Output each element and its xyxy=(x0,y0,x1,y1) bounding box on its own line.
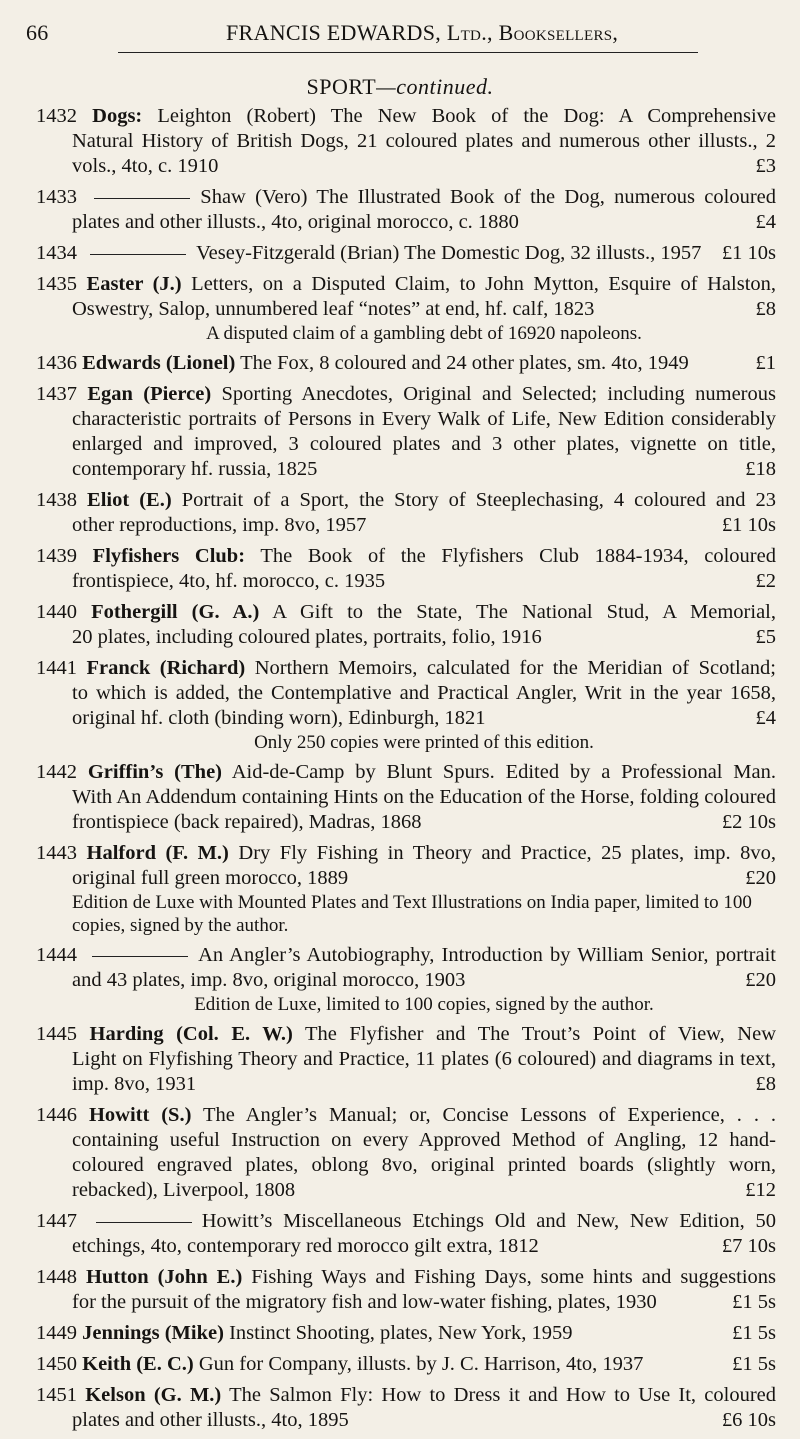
entry-description: Fishing Ways and Fishing Days, some hints and suggestions xyxy=(251,1266,776,1288)
catalogue-entry xyxy=(36,1209,776,1259)
catalogue-entry xyxy=(36,104,776,179)
entry-author: Jennings (Mike) xyxy=(82,1322,224,1344)
lot-number: 1441 xyxy=(36,657,77,679)
catalogue-entry xyxy=(36,382,776,482)
entry-description-cont: plates and other illusts., 4to, 1895 xyxy=(72,1409,349,1431)
entry-price: £5 xyxy=(755,626,776,648)
entry-description: Northern Memoirs, calculated for the Meridian of Scotland; xyxy=(254,657,776,679)
ditto-rule xyxy=(90,254,186,255)
entry-price: £1 10s xyxy=(721,514,776,536)
entry-description-cont: Light on Flyfishing Theory and Practice, 11 plates (6 coloured) and diagrams in text, imp. 8vo, 1931 xyxy=(72,1048,776,1095)
catalogue-entry xyxy=(36,1103,776,1203)
entry-description-cont: and 43 plates, imp. 8vo, original morocco, 1903 xyxy=(72,969,466,991)
page-number: 66 xyxy=(26,20,49,45)
entry-price: £4 xyxy=(755,707,776,729)
entry-description: The Fox, 8 coloured and 24 other plates, sm. 4to, 1949 xyxy=(240,352,689,374)
lot-number: 1437 xyxy=(36,383,77,405)
entry-author: Dogs: xyxy=(92,105,143,127)
entry-description: The Book of the Flyfishers Club 1884-1934, coloured xyxy=(260,545,776,567)
entry-description: The Flyfisher and The Trout’s Point of View, New xyxy=(305,1023,776,1045)
entry-description: Leighton (Robert) The New Book of the Dog: A Comprehensive xyxy=(157,105,776,127)
entry-description: Instinct Shooting, plates, New York, 1959 xyxy=(229,1322,573,1344)
entry-price: £20 xyxy=(745,969,776,991)
lot-number: 1443 xyxy=(36,842,77,864)
entry-continuation xyxy=(36,625,776,650)
entry-author: Griffin’s (The) xyxy=(87,761,223,783)
entry-description: The Angler’s Manual; or, Concise Lessons of Experience, . . . xyxy=(202,1104,776,1126)
lot-number: 1439 xyxy=(36,545,77,567)
catalogue-entry xyxy=(36,760,776,835)
entry-description: Aid-de-Camp by Blunt Spurs. Edited by a Professional Man. xyxy=(231,761,776,783)
entry-description-cont: characteristic portraits of Persons in Every Walk of Life, New Edition considerably enlarged and improved, 3 coloured plates and 3 other plates, vignette on title, contemporary hf. russia, 1825 xyxy=(72,408,776,480)
entry-description-cont: Natural History of British Dogs, 21 coloured plates and numerous other illusts., 2 vols., 4to, c. 1910 xyxy=(72,130,776,177)
entry-continuation xyxy=(36,569,776,594)
entry-description-cont: plates and other illusts., 4to, original morocco, c. 1880 xyxy=(72,211,519,233)
entry-price: £20 xyxy=(745,867,776,889)
lot-number: 1445 xyxy=(36,1023,77,1045)
lot-number: 1432 xyxy=(36,105,77,127)
entry-description-cont: Oswestry, Salop, unnumbered leaf “notes” at end, hf. calf, 1823 xyxy=(72,298,595,320)
entry-description: Gun for Company, illusts. by J. C. Harrison, 4to, 1937 xyxy=(198,1353,644,1375)
entry-continuation xyxy=(36,210,776,235)
section-title: SPORT xyxy=(306,74,377,99)
entry-description: Portrait of a Sport, the Story of Steeplechasing, 4 coloured and 23 xyxy=(181,489,776,511)
entry-author: Eliot (E.) xyxy=(87,489,172,511)
entry-note: Only 250 copies were printed of this edition. xyxy=(254,732,594,753)
entry-description: Vesey-Fitzgerald (Brian) The Domestic Dog, 32 illusts., 1957 xyxy=(196,242,702,264)
entry-description-cont: for the pursuit of the migratory fish and low-water fishing, plates, 1930 xyxy=(72,1291,657,1313)
catalogue-entry xyxy=(36,488,776,538)
entry-author: Kelson (G. M.) xyxy=(85,1384,222,1406)
entry-continuation xyxy=(36,297,776,322)
entry-author: Flyfishers Club: xyxy=(92,545,246,567)
entry-price: £4 xyxy=(755,211,776,233)
lot-number: 1451 xyxy=(36,1384,77,1406)
lot-number: 1440 xyxy=(36,601,77,623)
entry-continuation xyxy=(36,129,776,179)
entry-continuation xyxy=(36,1408,776,1433)
entry-description: Dry Fly Fishing in Theory and Practice, 25 plates, imp. 8vo, xyxy=(238,842,776,864)
entry-continuation xyxy=(36,785,776,835)
entry-price: £2 10s xyxy=(721,811,776,833)
firm-name: FRANCIS EDWARDS, Ltd., Booksellers, xyxy=(226,20,619,45)
entry-continuation xyxy=(36,1234,776,1259)
catalogue-entry xyxy=(36,1022,776,1097)
entry-continuation xyxy=(36,1047,776,1097)
running-head xyxy=(26,20,774,48)
lot-number: 1449 xyxy=(36,1322,77,1344)
entry-price: £1 5s xyxy=(732,1353,776,1375)
entry-price: £1 5s xyxy=(732,1322,776,1344)
lot-number: 1444 xyxy=(36,944,77,966)
catalogue-entry xyxy=(36,1321,776,1346)
entry-author: Franck (Richard) xyxy=(86,657,246,679)
catalogue-entry xyxy=(36,1383,776,1433)
entry-description: A Gift to the State, The National Stud, A Memorial, xyxy=(272,601,776,623)
entry-price: £6 10s xyxy=(721,1409,776,1431)
catalogue-entry xyxy=(36,841,776,937)
entry-description-cont: containing useful Instruction on every Approved Method of Angling, 12 hand-coloured engraved plates, oblong 8vo, original printed boards (slightly worn, rebacked), Liverpool, 1808 xyxy=(72,1129,776,1201)
lot-number: 1446 xyxy=(36,1104,77,1126)
entry-continuation xyxy=(36,968,776,993)
catalogue-entry xyxy=(36,185,776,235)
entry-description-cont: other reproductions, imp. 8vo, 1957 xyxy=(72,514,367,536)
entry-author: Keith (E. C.) xyxy=(82,1353,194,1375)
entry-price: £3 xyxy=(755,155,776,177)
lot-number: 1450 xyxy=(36,1353,77,1375)
entry-author: Egan (Pierce) xyxy=(87,383,212,405)
ditto-rule xyxy=(92,956,188,957)
lot-number: 1448 xyxy=(36,1266,77,1288)
entry-continuation xyxy=(36,513,776,538)
section-heading xyxy=(0,74,800,100)
entry-note: A disputed claim of a gambling debt of 16920 napoleons. xyxy=(206,323,642,344)
entry-description: An Angler’s Autobiography, Introduction by William Senior, portrait xyxy=(198,944,776,966)
entry-description-cont: With An Addendum containing Hints on the Education of the Horse, folding coloured frontispiece (back repaired), Madras, 1868 xyxy=(72,786,776,833)
catalogue-entry xyxy=(36,351,776,376)
entry-price: £12 xyxy=(745,1179,776,1201)
catalogue-entry xyxy=(36,600,776,650)
entry-description: The Salmon Fly: How to Dress it and How to Use It, coloured xyxy=(229,1384,776,1406)
entry-description: Sporting Anecdotes, Original and Selected; including numerous xyxy=(221,383,776,405)
lot-number: 1436 xyxy=(36,352,77,374)
entry-continuation xyxy=(36,407,776,482)
entry-author: Halford (F. M.) xyxy=(86,842,229,864)
entry-price: £1 5s xyxy=(732,1291,776,1313)
entry-continuation xyxy=(36,681,776,731)
entry-author: Fothergill (G. A.) xyxy=(91,601,260,623)
lot-number: 1435 xyxy=(36,273,77,295)
entry-description-cont: to which is added, the Contemplative and Practical Angler, Writ in the year 1658, original hf. cloth (binding worn), Edinburgh, 1821 xyxy=(72,682,776,729)
entry-author: Easter (J.) xyxy=(86,273,182,295)
catalogue-entry xyxy=(36,241,776,266)
lot-number: 1442 xyxy=(36,761,77,783)
entry-description-cont: original full green morocco, 1889 xyxy=(72,867,349,889)
entry-note: Edition de Luxe with Mounted Plates and Text Illustrations on India paper, limited to 100 copies, signed by the author. xyxy=(72,892,752,936)
entry-author: Edwards (Lionel) xyxy=(82,352,236,374)
catalogue-entry xyxy=(36,1265,776,1315)
lot-number: 1434 xyxy=(36,242,77,264)
entry-description-cont: etchings, 4to, contemporary red morocco gilt extra, 1812 xyxy=(72,1235,539,1257)
ditto-rule xyxy=(96,1222,192,1223)
entry-continuation xyxy=(36,866,776,891)
lot-number: 1438 xyxy=(36,489,77,511)
entry-price: £1 10s xyxy=(721,242,776,264)
entry-author: Hutton (John E.) xyxy=(85,1266,243,1288)
entry-description: Shaw (Vero) The Illustrated Book of the Dog, numerous coloured xyxy=(200,186,776,208)
ditto-rule xyxy=(94,198,190,199)
entry-list xyxy=(36,104,776,1439)
entry-continuation xyxy=(36,1128,776,1203)
catalogue-entry xyxy=(36,544,776,594)
entry-continuation xyxy=(36,1290,776,1315)
catalogue-entry xyxy=(36,1352,776,1377)
entry-price: £1 xyxy=(755,352,776,374)
entry-note: Edition de Luxe, limited to 100 copies, signed by the author. xyxy=(194,994,654,1015)
entry-author: Howitt (S.) xyxy=(88,1104,192,1126)
lot-number: 1433 xyxy=(36,186,77,208)
entry-price: £18 xyxy=(745,458,776,480)
catalogue-entry xyxy=(36,656,776,754)
entry-description: Letters, on a Disputed Claim, to John Mytton, Esquire of Halston, xyxy=(191,273,776,295)
catalogue-entry xyxy=(36,272,776,345)
entry-description: Howitt’s Miscellaneous Etchings Old and New, New Edition, 50 xyxy=(201,1210,776,1232)
lot-number: 1447 xyxy=(36,1210,77,1232)
entry-price: £2 xyxy=(755,570,776,592)
entry-description-cont: 20 plates, including coloured plates, portraits, folio, 1916 xyxy=(72,626,542,648)
catalogue-entry xyxy=(36,943,776,1016)
header-rule xyxy=(118,52,698,53)
section-continued: —continued. xyxy=(376,74,494,99)
entry-author: Harding (Col. E. W.) xyxy=(89,1023,293,1045)
entry-description-cont: frontispiece, 4to, hf. morocco, c. 1935 xyxy=(72,570,386,592)
entry-price: £8 xyxy=(755,1073,776,1095)
entry-price: £8 xyxy=(755,298,776,320)
entry-price: £7 10s xyxy=(721,1235,776,1257)
